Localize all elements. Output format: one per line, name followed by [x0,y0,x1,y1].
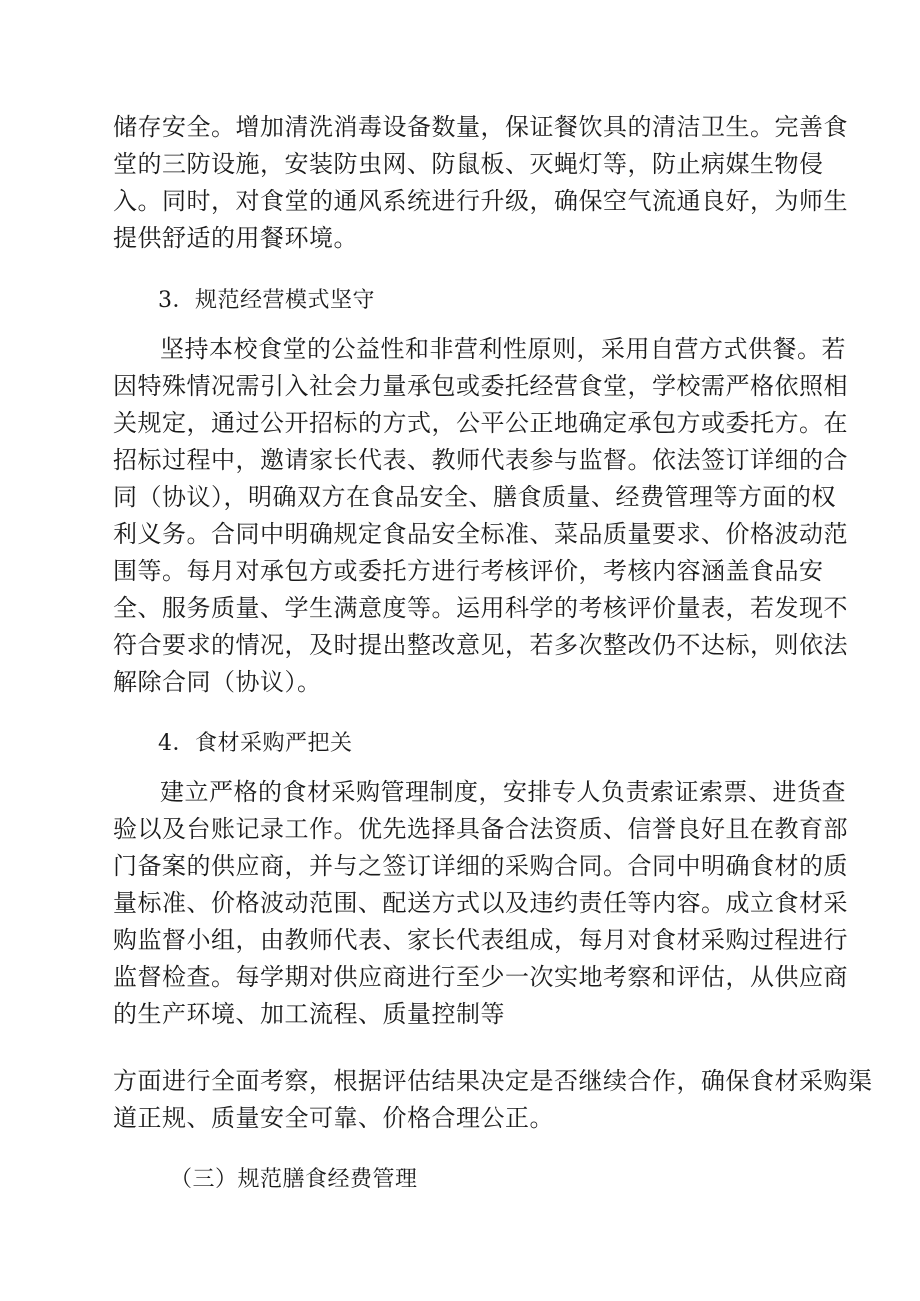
text-line: 招标过程中，邀请家长代表、教师代表参与监督。依法签订详细的合 [113,446,848,474]
text-line: 方面进行全面考察，根据评估结果决定是否继续合作，确保食材采购渠 [113,1067,873,1095]
text-line: 关规定，通过公开招标的方式，公平公正地确定承包方或委托方。在 [113,409,848,437]
text-line: 提供舒适的用餐环境。 [113,224,358,252]
text-line: 建立严格的食材采购管理制度，安排专人负责索证索票、进货查 [160,778,846,806]
text-line: 同（协议），明确双方在食品安全、膳食质量、经费管理等方面的权 [113,483,836,511]
text-line: 门备案的供应商，并与之签订详细的采购合同。合同中明确食材的质 [113,852,848,880]
text-line: 监督检查。每学期对供应商进行至少一次实地考察和评估，从供应商 [113,963,848,991]
text-line: 验以及台账记录工作。优先选择具备合法资质、信誉良好且在教育部 [113,815,848,843]
text-line: 全、服务质量、学生满意度等。运用科学的考核评价量表，若发现不 [113,594,848,622]
text-line: 因特殊情况需引入社会力量承包或委托经营食堂，学校需严格依照相 [113,372,848,400]
text-line: 利义务。合同中明确规定食品安全标准、菜品质量要求、价格波动范 [113,520,848,548]
text-line: 的生产环境、加工流程、质量控制等 [113,1000,505,1028]
section-heading-meal-funds: （三）规范膳食经费管理 [170,1167,418,1192]
text-line: 坚持本校食堂的公益性和非营利性原则，采用自营方式供餐。若 [160,335,846,363]
section-heading-4: 4．食材采购严把关 [158,731,353,756]
text-line: 道正规、质量安全可靠、价格合理公正。 [113,1104,554,1132]
text-line: 围等。每月对承包方或委托方进行考核评价，考核内容涵盖食品安 [113,557,824,585]
text-line: 堂的三防设施，安装防虫网、防鼠板、灭蝇灯等，防止病媒生物侵 [113,150,824,178]
section-heading-3: 3．规范经营模式坚守 [158,288,375,313]
text-line: 量标准、价格波动范围、配送方式以及违约责任等内容。成立食材采 [113,889,848,917]
text-line: 储存安全。增加清洗消毒设备数量，保证餐饮具的清洁卫生。完善食 [113,113,848,141]
text-line: 入。同时，对食堂的通风系统进行升级，确保空气流通良好，为师生 [113,187,848,215]
text-line: 购监督小组，由教师代表、家长代表组成，每月对食材采购过程进行 [113,926,848,954]
text-line: 符合要求的情况，及时提出整改意见，若多次整改仍不达标，则依法 [113,631,848,659]
text-line: 解除合同（协议）。 [113,668,322,696]
